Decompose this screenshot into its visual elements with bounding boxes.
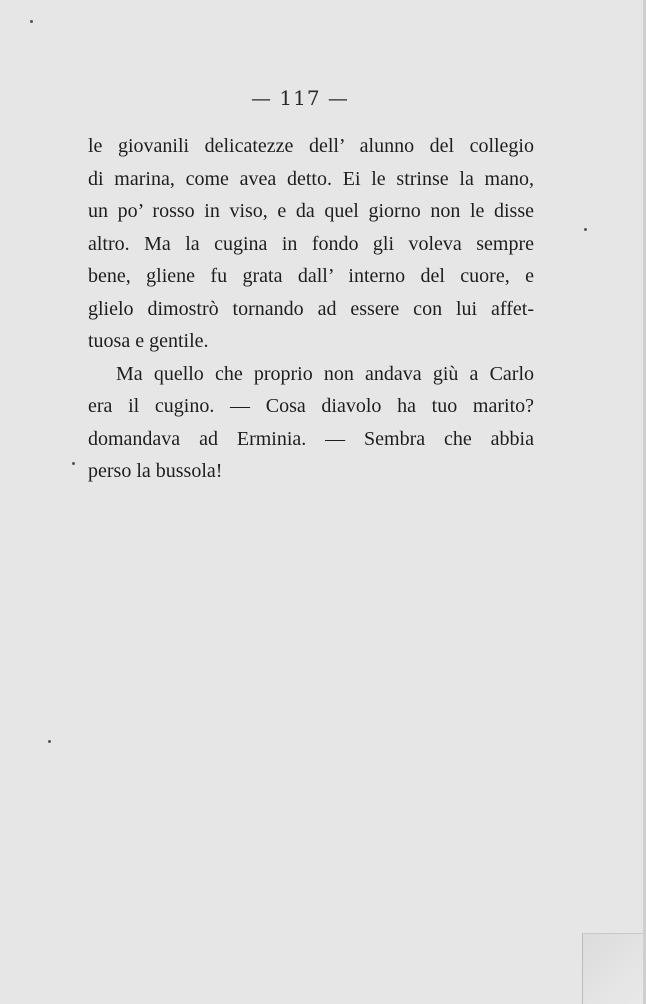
body-text bbox=[88, 130, 534, 488]
text-line: perso la bussola! bbox=[88, 460, 223, 482]
text-line: era il cugino. — Cosa diavolo ha tuo marito? bbox=[88, 395, 534, 417]
text-line: tuosa e gentile. bbox=[88, 330, 209, 352]
ink-speck bbox=[30, 20, 33, 23]
ink-speck bbox=[584, 228, 587, 231]
text-line: Ma quello che proprio non andava giù a Carlo bbox=[116, 362, 534, 385]
paragraph-2 bbox=[88, 358, 534, 488]
paragraph-1 bbox=[88, 130, 534, 358]
text-line: domandava ad Erminia. — Sembra che abbia bbox=[88, 427, 534, 450]
text-line: glielo dimostrò tornando ad essere con lui affet- bbox=[88, 297, 534, 320]
ink-speck bbox=[72, 462, 75, 465]
text-line: altro. Ma la cugina in fondo gli voleva sempre bbox=[88, 232, 534, 255]
folded-corner bbox=[582, 933, 643, 1004]
ink-speck bbox=[48, 740, 51, 743]
text-line: di marina, come avea detto. Ei le strinse la mano, bbox=[88, 167, 534, 190]
text-line: un po’ rosso in viso, e da quel giorno non le disse bbox=[88, 200, 534, 222]
text-line: le giovanili delicatezze dell’ alunno del collegio bbox=[88, 135, 534, 157]
page-number: — 117 — bbox=[251, 86, 349, 110]
text-line: bene, gliene fu grata dall’ interno del cuore, e bbox=[88, 265, 534, 287]
